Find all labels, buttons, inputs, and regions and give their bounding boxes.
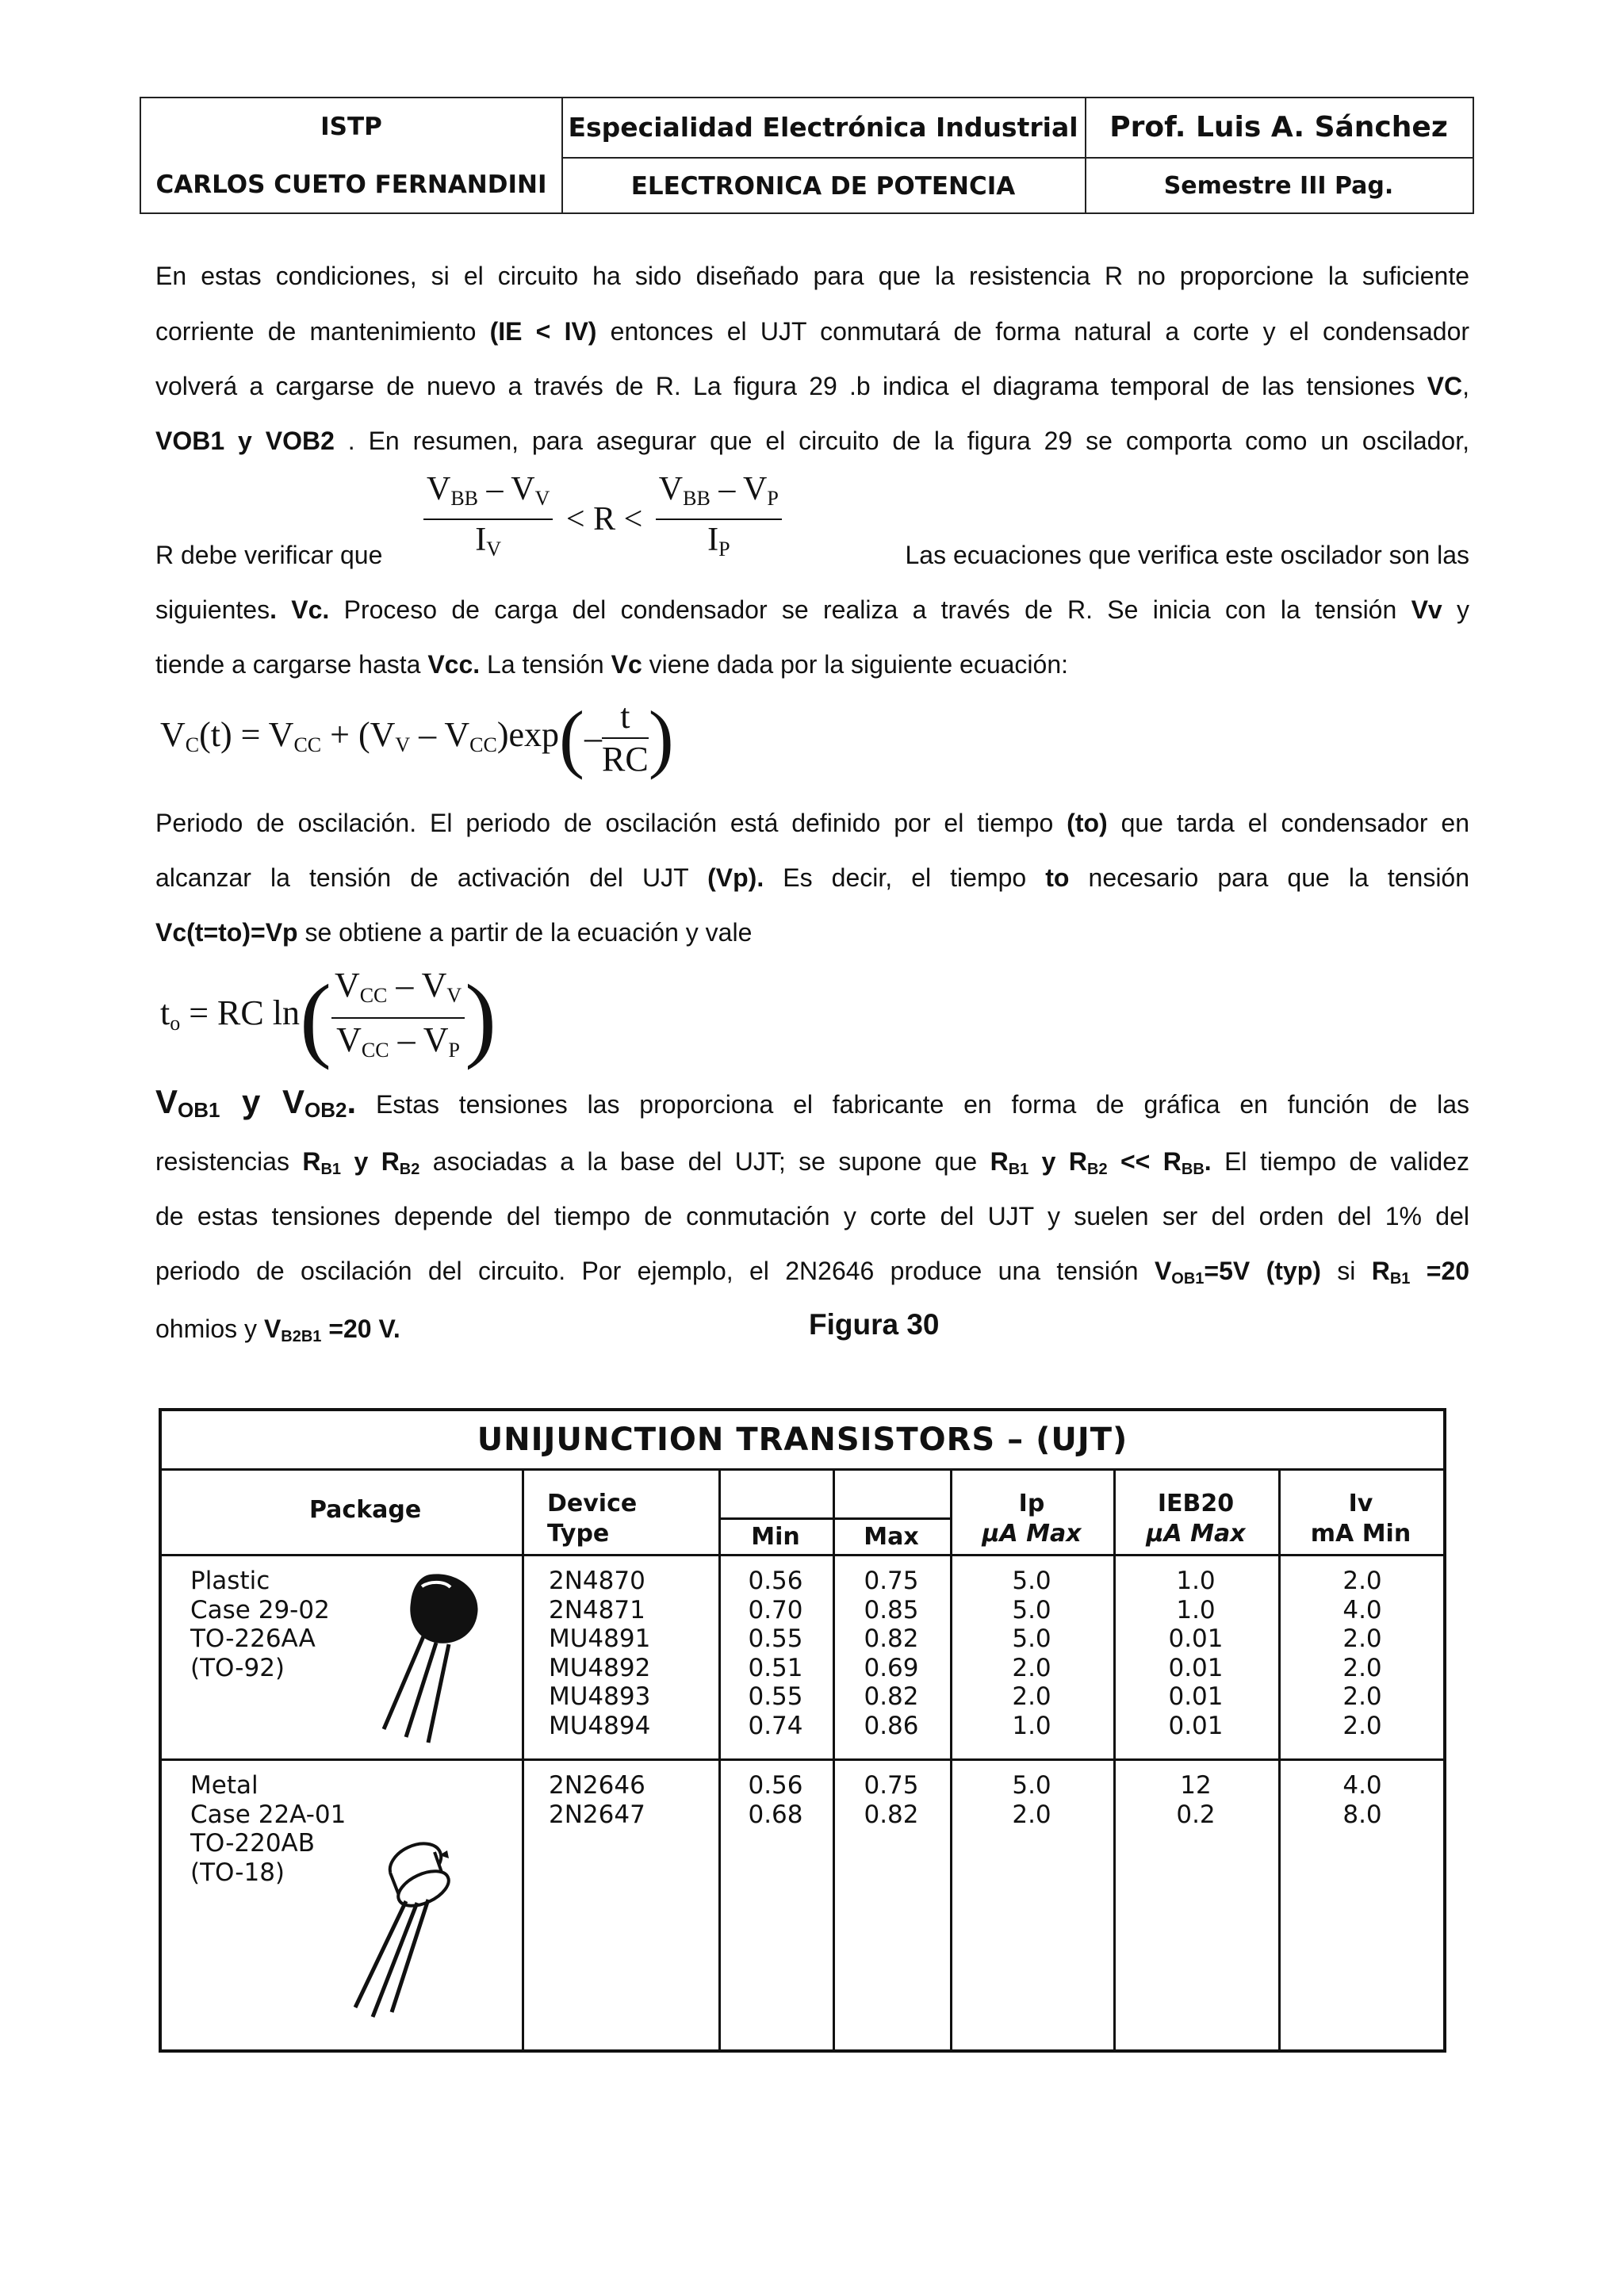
table-rule <box>833 1468 835 2049</box>
header-course: ELECTRONICA DE POTENCIA <box>630 172 1016 201</box>
text-span: La tensión <box>480 650 611 679</box>
fraction-denominator <box>656 520 782 568</box>
text-span: (to) <box>1067 809 1108 837</box>
text-span: Vcc. <box>427 650 481 679</box>
text-span <box>1371 1257 1470 1288</box>
paragraph-line <box>155 649 1469 680</box>
text-span: B1 <box>1008 1161 1029 1178</box>
text-span: B2 <box>1087 1161 1108 1178</box>
paragraph-line <box>155 1200 1469 1232</box>
text-span: y <box>341 1147 381 1176</box>
paragraph-line <box>155 807 1469 839</box>
text-span: que tarda el condensador en <box>1107 809 1470 837</box>
text-span: R <box>1371 1257 1390 1285</box>
text-span: B1 <box>1389 1270 1411 1288</box>
paragraph-line <box>155 370 1469 402</box>
text-span: = RC ln <box>180 993 300 1032</box>
paragraph-line <box>155 260 1469 292</box>
header-professor: Prof. Luis A. Sánchez <box>1109 111 1448 144</box>
text-span: necesario para que la tensión <box>1069 863 1470 892</box>
resistance-condition-equation <box>423 471 782 568</box>
table-rule <box>718 1468 721 2049</box>
text-span: V <box>282 1083 305 1120</box>
fraction-numerator <box>423 471 553 520</box>
table-rule <box>522 1468 524 2049</box>
table-rule <box>162 1554 1443 1556</box>
paragraph-line <box>155 594 1469 626</box>
text-span: BB <box>683 487 710 510</box>
text-span: C <box>185 733 200 757</box>
figure-caption: Figura 30 <box>809 1308 940 1341</box>
text-span <box>155 1083 356 1120</box>
text-span: << <box>1107 1147 1163 1176</box>
text-span: Vc <box>611 650 642 679</box>
text-span: V <box>336 1020 362 1059</box>
fraction-denominator <box>423 520 553 568</box>
text-span: R <box>381 1147 400 1176</box>
text-span: V <box>160 715 186 755</box>
text-span: BB <box>1181 1161 1205 1178</box>
header-ip-unit: µA Max <box>982 1520 1082 1548</box>
header-device: Device <box>547 1490 638 1517</box>
text-span: ( <box>299 965 331 1070</box>
text-span: (typ) <box>1250 1257 1321 1285</box>
fraction-denominator: RC <box>602 740 649 779</box>
table-rule <box>950 1468 952 2049</box>
text-span: OB1 <box>1171 1270 1205 1288</box>
header-max: Max <box>864 1523 919 1551</box>
header-package: Package <box>309 1496 422 1524</box>
header-iv-unit: mA Min <box>1310 1520 1411 1548</box>
text-span: V <box>486 538 502 561</box>
text-span: CC <box>361 1039 389 1062</box>
text-span: =20 V. <box>321 1314 400 1343</box>
text-span: . En resumen, para asegurar que el circuito de la figura 29 se comporta como un oscilador, <box>334 427 1470 455</box>
fraction-numerator: t <box>602 698 649 739</box>
text-span: V <box>658 471 684 507</box>
text-span: P <box>448 1039 461 1062</box>
text-span: Estas tensiones las proporciona el fabricante en forma de gráfica en función de las <box>356 1090 1469 1119</box>
text-span: entonces el UJT conmutará de forma natural a corte y el condensador <box>596 317 1470 346</box>
text-span <box>264 1314 400 1343</box>
capacitor-voltage-equation <box>160 695 674 780</box>
package-plastic: Plastic Case 29-02 TO-226AA (TO-92) <box>190 1567 330 1682</box>
text-span: VOB1 y VOB2 <box>155 427 335 455</box>
text-span: tiende a cargarse hasta <box>155 650 428 679</box>
table-rule <box>162 1758 1443 1761</box>
text-span: =5V <box>1204 1257 1251 1285</box>
text-span: =20 <box>1410 1257 1470 1285</box>
min-list-metal: 0.56 0.68 <box>748 1771 803 1829</box>
header-semester: Semestre III Pag. <box>1163 172 1394 200</box>
text-span: (t) = V <box>199 715 294 755</box>
text-span: siguientes <box>155 595 270 624</box>
header-course-cell <box>561 98 1086 212</box>
text-span: R debe verificar que <box>155 541 383 569</box>
header-ip: Ip <box>1018 1490 1045 1517</box>
paragraph-line <box>155 916 1469 948</box>
text-span: Vc(t=to)=Vp <box>155 918 298 947</box>
oscillation-period-equation <box>160 966 496 1070</box>
header-professor-cell <box>1085 98 1473 212</box>
text-span: y <box>1028 1147 1069 1176</box>
text-span: viene dada por la siguiente ecuación: <box>642 650 1069 679</box>
text-span: se obtiene a partir de la ecuación y vale <box>297 918 753 947</box>
to18-transistor-image <box>328 1823 463 2030</box>
inequality-sign: < R < <box>565 501 643 538</box>
text-span: CC <box>293 733 322 757</box>
text-span: P <box>767 487 779 510</box>
header-school: CARLOS CUETO FERNANDINI <box>155 170 547 199</box>
device-list-plastic: 2N4870 2N4871 MU4891 MU4892 MU4893 MU4894 <box>549 1567 651 1740</box>
text-span <box>160 993 300 1035</box>
text-span: Vv <box>1411 595 1442 624</box>
header-divider <box>561 157 1473 159</box>
text-span: P <box>718 538 730 561</box>
text-span: – V <box>410 715 470 755</box>
text-span: VC <box>1427 372 1463 400</box>
text-span: , <box>1462 372 1469 400</box>
paragraph-line <box>858 539 1469 571</box>
text-span: BB <box>450 487 479 510</box>
text-span: ohmios y <box>155 1314 264 1343</box>
text-span: B2B1 <box>281 1328 322 1345</box>
text-span: R <box>1068 1147 1087 1176</box>
text-span: CC <box>469 733 497 757</box>
text-span: V <box>534 487 550 510</box>
header-ieb20: IEB20 <box>1157 1490 1235 1517</box>
header-min: Min <box>751 1523 800 1551</box>
text-span: I <box>475 522 487 558</box>
ieb20-list-plastic: 1.0 1.0 0.01 0.01 0.01 0.01 <box>1168 1567 1224 1740</box>
device-list-metal: 2N2646 2N2647 <box>549 1771 645 1829</box>
text-span: y <box>1442 595 1470 624</box>
text-span: Proceso de carga del condensador se realiza a través de R. Se inicia con la tensión <box>329 595 1411 624</box>
iv-list-metal: 4.0 8.0 <box>1342 1771 1382 1829</box>
text-span: En estas condiciones, si el circuito ha sido diseñado para que la resistencia R no proporcione la suficiente <box>155 262 1469 290</box>
text-span: (IE < IV) <box>489 317 597 346</box>
text-span: – V <box>389 1020 449 1059</box>
table-rule <box>162 1468 1443 1471</box>
ieb20-list-metal: 12 0.2 <box>1176 1771 1216 1829</box>
text-span: corriente de mantenimiento <box>155 317 490 346</box>
text-span: asociadas a la base del UJT; se supone que <box>419 1147 990 1176</box>
text-span: o <box>170 1011 181 1035</box>
text-span: – V <box>710 471 768 507</box>
text-span: ) <box>465 965 497 1070</box>
fraction-t-over-rc <box>602 698 649 779</box>
text-span: R <box>1162 1147 1182 1176</box>
min-list-plastic: 0.56 0.70 0.55 0.51 0.55 0.74 <box>748 1567 803 1740</box>
text-span <box>1154 1257 1321 1288</box>
ujt-table <box>159 1408 1446 2053</box>
text-span: B1 <box>320 1161 342 1178</box>
paragraph-line <box>155 425 1469 457</box>
text-span: – V <box>387 966 447 1004</box>
ip-list-plastic: 5.0 5.0 5.0 2.0 2.0 1.0 <box>1012 1567 1051 1740</box>
header-type: Type <box>547 1520 610 1548</box>
text-span: I <box>707 522 719 558</box>
text-span: V <box>446 984 462 1007</box>
text-span: . <box>347 1083 357 1120</box>
text-span: El tiempo de validez <box>1211 1147 1470 1176</box>
fraction-numerator <box>656 471 782 520</box>
text-span: ( <box>559 695 584 780</box>
text-span: R <box>302 1147 321 1176</box>
iv-list-plastic: 2.0 4.0 2.0 2.0 2.0 2.0 <box>1342 1567 1382 1740</box>
header-ieb20-unit: µA Max <box>1146 1520 1246 1548</box>
paragraph-line <box>155 862 1469 894</box>
text-span: B2 <box>399 1161 420 1178</box>
header-specialty: Especialidad Electrónica Industrial <box>568 112 1078 143</box>
table-rule <box>1278 1468 1281 2049</box>
text-span: OB2 <box>304 1098 347 1122</box>
text-span: . <box>1204 1147 1212 1176</box>
text-span <box>990 1147 1212 1176</box>
header-iv: Iv <box>1348 1490 1373 1517</box>
fraction-ln-argument <box>331 966 465 1070</box>
paragraph-line <box>155 1146 1469 1185</box>
text-span: si <box>1320 1257 1372 1285</box>
package-metal: Metal Case 22A-01 TO-220AB (TO-18) <box>190 1771 347 1887</box>
text-span: volverá a cargarse de nuevo a través de R. La figura 29 .b indica el diagrama temporal de las tensiones <box>155 372 1427 400</box>
paragraph-line <box>155 316 1469 347</box>
max-list-plastic: 0.75 0.85 0.82 0.69 0.82 0.86 <box>864 1567 919 1740</box>
ip-list-metal: 5.0 2.0 <box>1012 1771 1051 1829</box>
text-span: – V <box>478 471 535 507</box>
text-span: Las ecuaciones que verifica este oscilador son las <box>905 541 1469 569</box>
table-rule <box>1113 1468 1116 2049</box>
text-span: CC <box>359 984 388 1007</box>
fraction-denominator <box>331 1019 465 1070</box>
text-span: V <box>1154 1257 1172 1285</box>
text-span: . Vc. <box>270 595 330 624</box>
text-span: V <box>263 1314 282 1343</box>
text-span: to <box>1045 863 1070 892</box>
text-span: de estas tensiones depende del tiempo de conmutación y corte del UJT y suelen ser del orden del 1% del <box>155 1202 1469 1230</box>
text-span: – <box>584 718 602 757</box>
text-span: OB1 <box>178 1098 220 1122</box>
header-institute-cell <box>141 98 563 212</box>
text-span: V <box>334 966 360 1004</box>
text-span: V <box>155 1083 178 1120</box>
text-span <box>302 1147 419 1176</box>
max-list-metal: 0.75 0.82 <box>864 1771 919 1829</box>
text-span: t <box>160 993 170 1032</box>
page-header <box>140 97 1474 214</box>
text-span: Periodo de oscilación. El periodo de oscilación está definido por el tiempo <box>155 809 1067 837</box>
text-span: (Vp). <box>707 863 764 892</box>
paragraph-line <box>155 1255 1469 1295</box>
header-institute: ISTP <box>320 113 382 141</box>
paragraph-line <box>155 1083 1469 1126</box>
text-span: periodo de oscilación del circuito. Por ejemplo, el 2N2646 produce una tensión <box>155 1257 1155 1285</box>
text-span: V <box>427 471 451 507</box>
text-span: Es decir, el tiempo <box>764 863 1046 892</box>
fraction-numerator <box>331 966 465 1019</box>
text-span: V <box>395 733 411 757</box>
table-title: UNIJUNCTION TRANSISTORS – (UJT) <box>477 1422 1128 1458</box>
text-span: y <box>220 1083 282 1120</box>
text-span: alcanzar la tensión de activación del UJT <box>155 863 708 892</box>
fraction-left <box>423 471 553 568</box>
text-span: R <box>990 1147 1009 1176</box>
text-span: ) <box>648 695 674 780</box>
text-span: resistencias <box>155 1147 303 1176</box>
to92-transistor-image <box>374 1567 493 1749</box>
text-span: + (V <box>321 715 396 755</box>
fraction-right <box>656 471 782 568</box>
text-span: )exp <box>496 715 560 755</box>
